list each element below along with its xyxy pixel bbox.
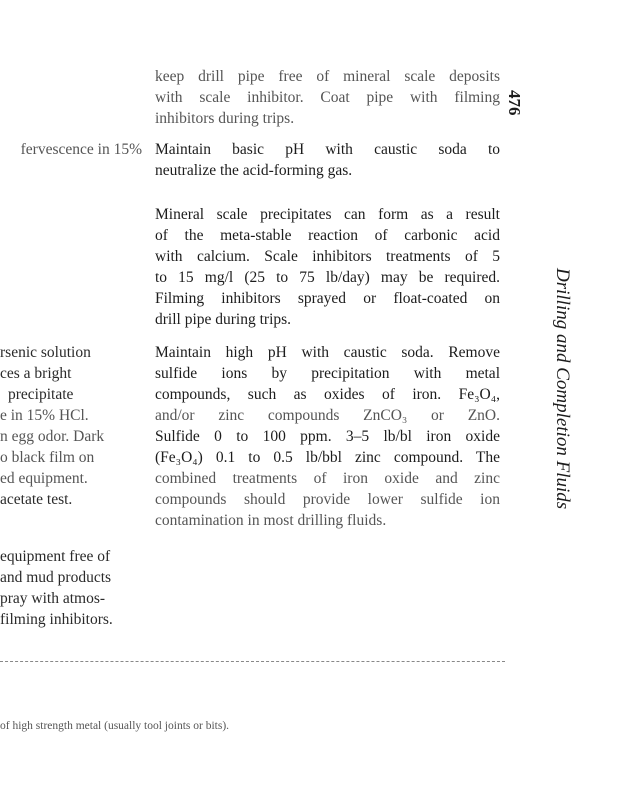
text-line: e in 15% HCl.: [0, 407, 89, 424]
text-line: neutralize the acid-forming gas.: [155, 162, 353, 179]
identification-fragment-equipment: [0, 546, 142, 630]
text-line: precipitate: [8, 386, 74, 403]
text-line: inhibitors during trips.: [155, 110, 295, 127]
page-number: 476: [505, 90, 524, 116]
text-line: Maintain basic pH with caustic soda to: [155, 141, 500, 158]
text-line: filming inhibitors.: [0, 611, 113, 628]
text-line: Sulfide 0 to 100 ppm. 3–5 lb/bl iron oxide: [155, 428, 500, 445]
identification-fragment-sulfide: [0, 342, 142, 510]
text-line: combined treatments of iron oxide and zinc: [155, 470, 500, 487]
treatment-paragraph-basic-ph: [155, 139, 500, 181]
text-line: of the meta-stable reaction of carbonic acid: [155, 227, 500, 244]
text-line: rsenic solution: [0, 344, 91, 361]
footnote: of high strength metal (usually tool joints or bits).: [0, 720, 230, 732]
text-line: with calcium. Scale inhibitors treatments of 5: [155, 248, 500, 265]
text-line: Maintain high pH with caustic soda. Remove: [155, 344, 500, 361]
text-line: compounds, such as oxides of iron. Fe₃O₄,: [155, 386, 500, 403]
text-line: Mineral scale precipitates can form as a result: [155, 206, 500, 223]
text-line: (Fe₃O₄) 0.1 to 0.5 lb/bbl zinc compound. The: [155, 449, 500, 466]
text-line: acetate test.: [0, 491, 73, 508]
text-line: ces a bright: [0, 365, 72, 382]
running-title: Drilling and Completion Fluids: [552, 268, 573, 510]
text-line: o black film on: [0, 449, 95, 466]
text-line: with scale inhibitor. Coat pipe with filming: [155, 89, 500, 106]
text-line: pray with atmos-: [0, 590, 106, 607]
text-line: equipment free of: [0, 548, 111, 565]
text-line: compounds should provide lower sulfide ion: [155, 491, 500, 508]
table-bottom-rule: [0, 661, 505, 662]
text-line: and/or zinc compounds ZnCO₃ or ZnO.: [155, 407, 500, 424]
treatment-paragraph-sulfide: [155, 342, 500, 531]
treatment-paragraph-mineral-scale: [155, 204, 500, 330]
text-line: Filming inhibitors sprayed or float-coated on: [155, 290, 500, 307]
text-line: keep drill pipe free of mineral scale deposits: [155, 68, 500, 85]
text-line: fervescence in 15%: [20, 141, 142, 158]
treatment-paragraph-scale-deposits: [155, 66, 500, 129]
text-line: sulfide ions by precipitation with metal: [155, 365, 500, 382]
text-line: drill pipe during trips.: [155, 311, 292, 328]
text-line: and mud products: [0, 569, 112, 586]
identification-fragment-effervescence: [0, 139, 142, 160]
text-line: to 15 mg/l (25 to 75 lb/day) may be required.: [155, 269, 500, 286]
text-line: ed equipment.: [0, 470, 88, 487]
text-line: contamination in most drilling fluids.: [155, 512, 387, 529]
text-line: n egg odor. Dark: [0, 428, 105, 445]
